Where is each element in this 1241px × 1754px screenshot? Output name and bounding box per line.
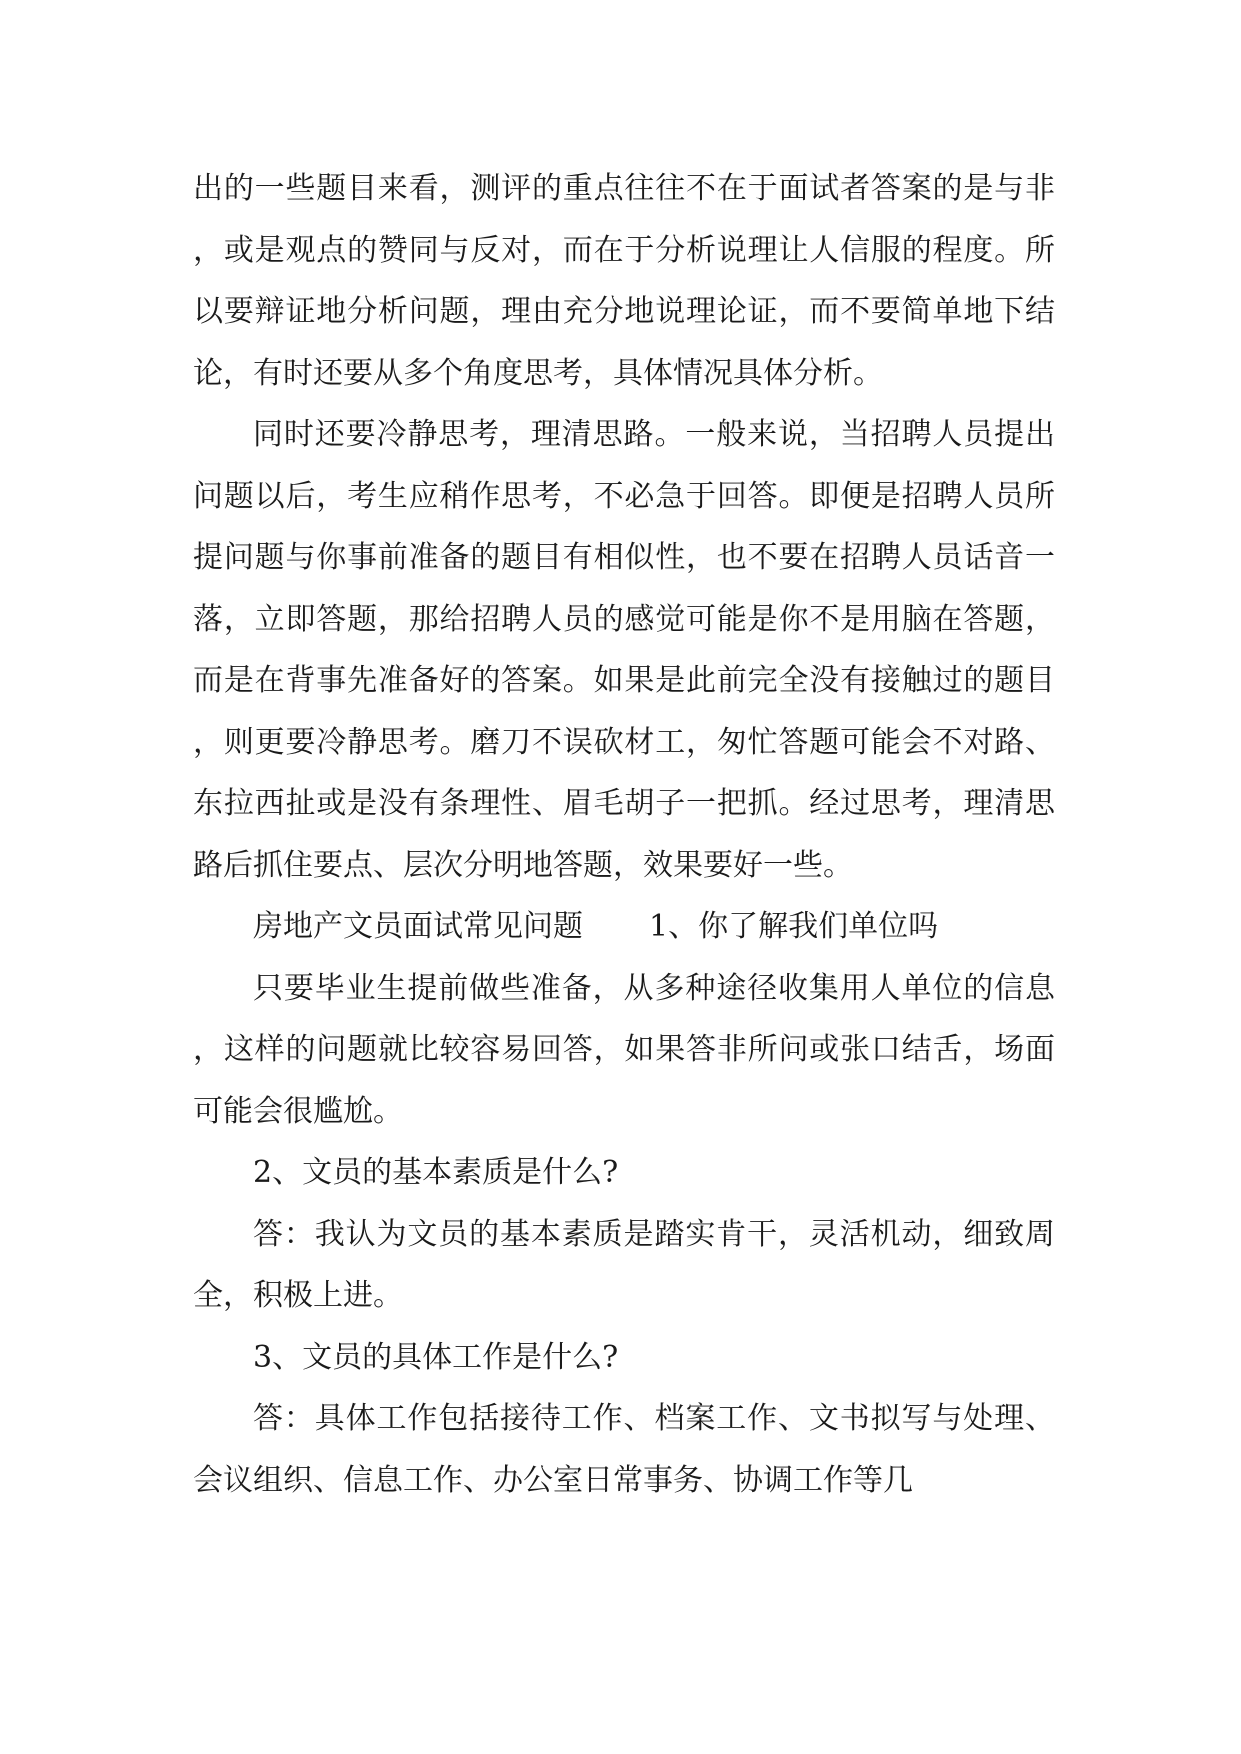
question-1: 1、你了解我们单位吗 — [649, 909, 939, 944]
section-title: 房地产文员面试常见问题 — [253, 909, 583, 944]
document-body — [193, 158, 1055, 1511]
paragraph-analysis: 出的一些题目来看，测评的重点往往不在于面试者答案的是与非，或是观点的赞同与反对，而在于分析说理让人信服的程度。所以要辩证地分析问题，理由充分地说理论证，而不要简单地下结论，有时还要从多个角度思考，具体情况具体分析。 — [193, 171, 1055, 391]
answer-2: 答：我认为文员的基本素质是踏实肯干，灵活机动，细致周全，积极上进。 — [193, 1216, 1055, 1313]
paragraph-calm-thinking: 同时还要冷静思考，理清思路。一般来说，当招聘人员提出问题以后，考生应稍作思考，不必急于回答。即便是招聘人员所提问题与你事前准备的题目有相似性，也不要在招聘人员话音一落，立即答题，那给招聘人员的感觉可能是你不是用脑在答题，而是在背事先准备好的答案。如果是此前完全没有接触过的题目，则更要冷静思考。磨刀不误砍材工，匆忙答题可能会不对路、东拉西扯或是没有条理性、眉毛胡子一把抓。经过思考，理清思路后抓住要点、层次分明地答题，效果要好一些。 — [193, 417, 1055, 883]
answer-1: 只要毕业生提前做些准备，从多种途径收集用人单位的信息，这样的问题就比较容易回答，如果答非所问或张口结舌，场面可能会很尴尬。 — [193, 970, 1055, 1129]
section-heading-line — [193, 896, 1055, 958]
answer-3: 答：具体工作包括接待工作、档案工作、文书拟写与处理、会议组织、信息工作、办公室日常事务、协调工作等几 — [193, 1401, 1055, 1498]
question-2: 2、文员的基本素质是什么? — [253, 1155, 619, 1190]
question-3: 3、文员的具体工作是什么? — [253, 1339, 619, 1375]
